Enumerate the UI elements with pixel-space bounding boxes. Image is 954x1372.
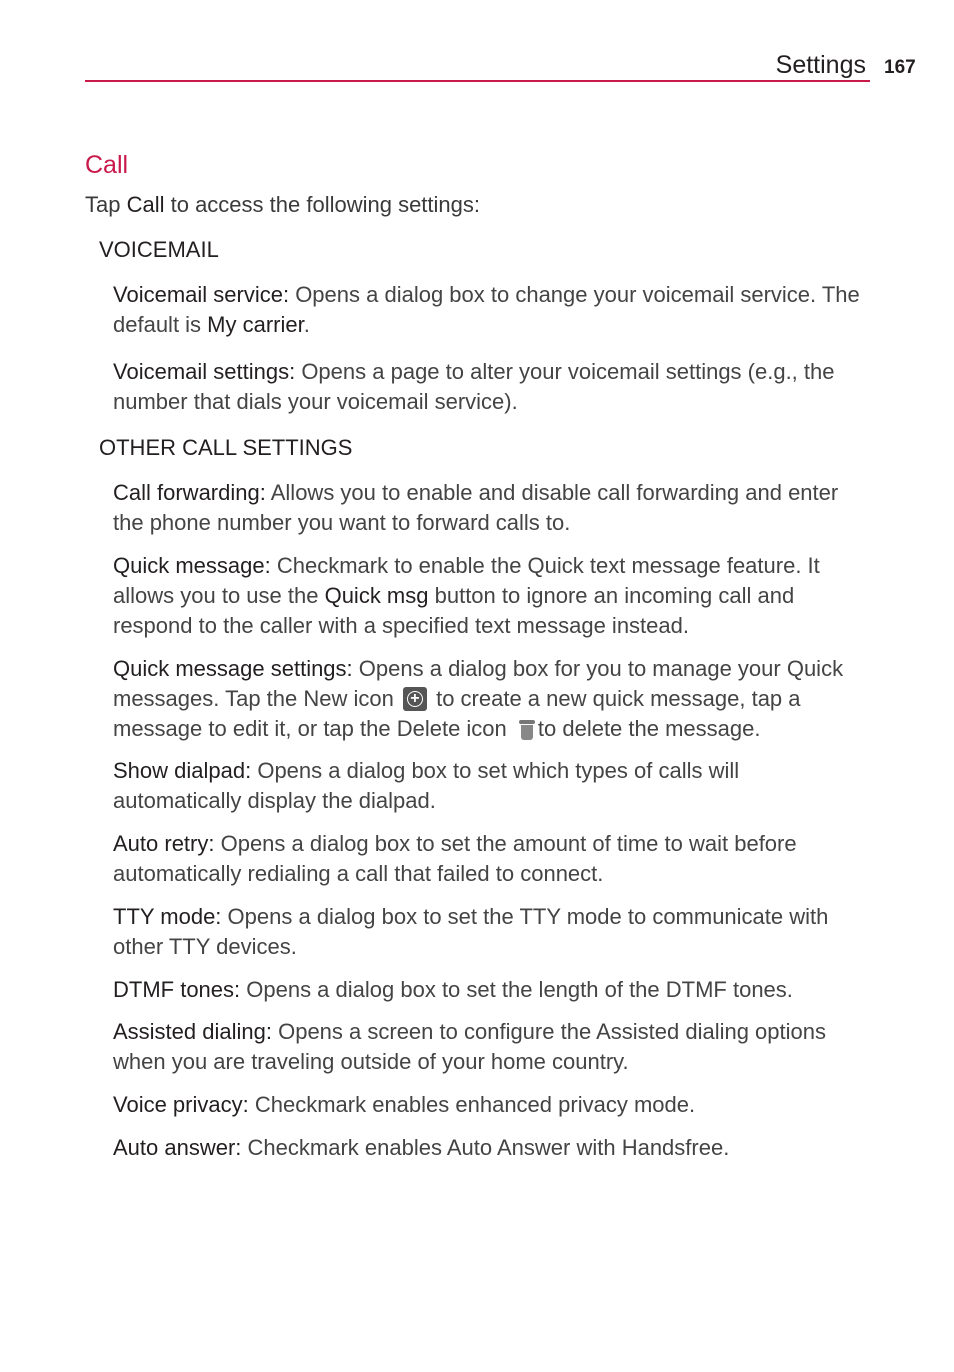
- tty-mode-entry: [113, 902, 873, 962]
- entry-text: Opens a page to alter your voicemail settings (e.g., the number that dials your voicemail service).: [113, 359, 835, 414]
- entry-text: Opens a dialog box to set which types of calls will automatically display the dialpad.: [113, 758, 740, 813]
- intro-text-pre: Tap: [85, 192, 127, 217]
- entry-text: Opens a dialog box to set the TTY mode to communicate with other TTY devices.: [113, 904, 829, 959]
- dtmf-tones-entry: [113, 975, 873, 1005]
- entry-term: Voicemail service:: [113, 282, 290, 307]
- section-title: Call: [85, 151, 129, 179]
- entry-text: Checkmark enables Auto Answer with Handsfree.: [241, 1135, 730, 1160]
- entry-text: Checkmark to enable the Quick text message feature. It allows you to use the: [113, 553, 820, 608]
- entry-term: Quick message:: [113, 553, 271, 578]
- entry-term: Auto retry:: [113, 831, 215, 856]
- intro-text-post: to access the following settings:: [164, 192, 480, 217]
- call-forwarding-entry: [113, 478, 873, 538]
- quick-message-settings-entry: [113, 654, 873, 744]
- other-call-settings-heading: OTHER CALL SETTINGS: [99, 435, 353, 460]
- entry-text: Opens a dialog box to change your voicemail service. The default is: [113, 282, 860, 337]
- header-rule: [85, 80, 870, 82]
- entry-text: Opens a dialog box to set the amount of time to wait before automatically redialing a call that failed to connect.: [113, 831, 797, 886]
- entry-term: Auto answer:: [113, 1135, 242, 1160]
- entry-term: TTY mode:: [113, 904, 222, 929]
- entry-term: Quick message settings:: [113, 656, 353, 681]
- entry-text: Opens a dialog box for you to manage your Quick messages. Tap the New icon: [113, 656, 844, 711]
- voicemail-settings-entry: [113, 357, 873, 417]
- entry-text: Allows you to enable and disable call forwarding and enter the phone number you want to forward calls to.: [113, 480, 839, 535]
- assisted-dialing-entry: [113, 1017, 873, 1077]
- auto-retry-entry: [113, 829, 873, 889]
- entry-strong: Quick msg: [324, 583, 429, 608]
- entry-text: to delete the message.: [537, 716, 761, 741]
- entry-text: Opens a dialog box to set the length of the DTMF tones.: [240, 977, 793, 1002]
- quick-message-entry: [113, 551, 873, 641]
- entry-term: Call forwarding:: [113, 480, 266, 505]
- show-dialpad-entry: [113, 756, 873, 816]
- entry-text-end: .: [303, 312, 310, 337]
- voice-privacy-entry: [113, 1090, 873, 1120]
- new-icon: [403, 687, 427, 711]
- delete-icon: [519, 718, 535, 740]
- entry-term: DTMF tones:: [113, 977, 241, 1002]
- entry-strong: My carrier: [207, 312, 304, 337]
- entry-term: Assisted dialing:: [113, 1019, 272, 1044]
- entry-text-end: button to ignore an incoming call and respond to the caller with a specified text message instead.: [113, 583, 795, 638]
- entry-text: Checkmark enables enhanced privacy mode.: [248, 1092, 696, 1117]
- entry-text: to create a new quick message, tap a message to edit it, or tap the Delete icon: [113, 686, 801, 741]
- page-number: 167: [884, 57, 916, 78]
- entry-term: Voicemail settings:: [113, 359, 296, 384]
- intro-strong: Call: [126, 192, 165, 217]
- voicemail-heading: VOICEMAIL: [99, 237, 219, 262]
- voicemail-service-entry: [113, 280, 873, 340]
- entry-term: Voice privacy:: [113, 1092, 249, 1117]
- section-intro: [85, 190, 480, 220]
- entry-text: Opens a screen to configure the Assisted dialing options when you are traveling outside of your home country.: [113, 1019, 826, 1074]
- page-header-title: Settings: [775, 51, 866, 79]
- auto-answer-entry: [113, 1133, 873, 1163]
- entry-term: Show dialpad:: [113, 758, 252, 783]
